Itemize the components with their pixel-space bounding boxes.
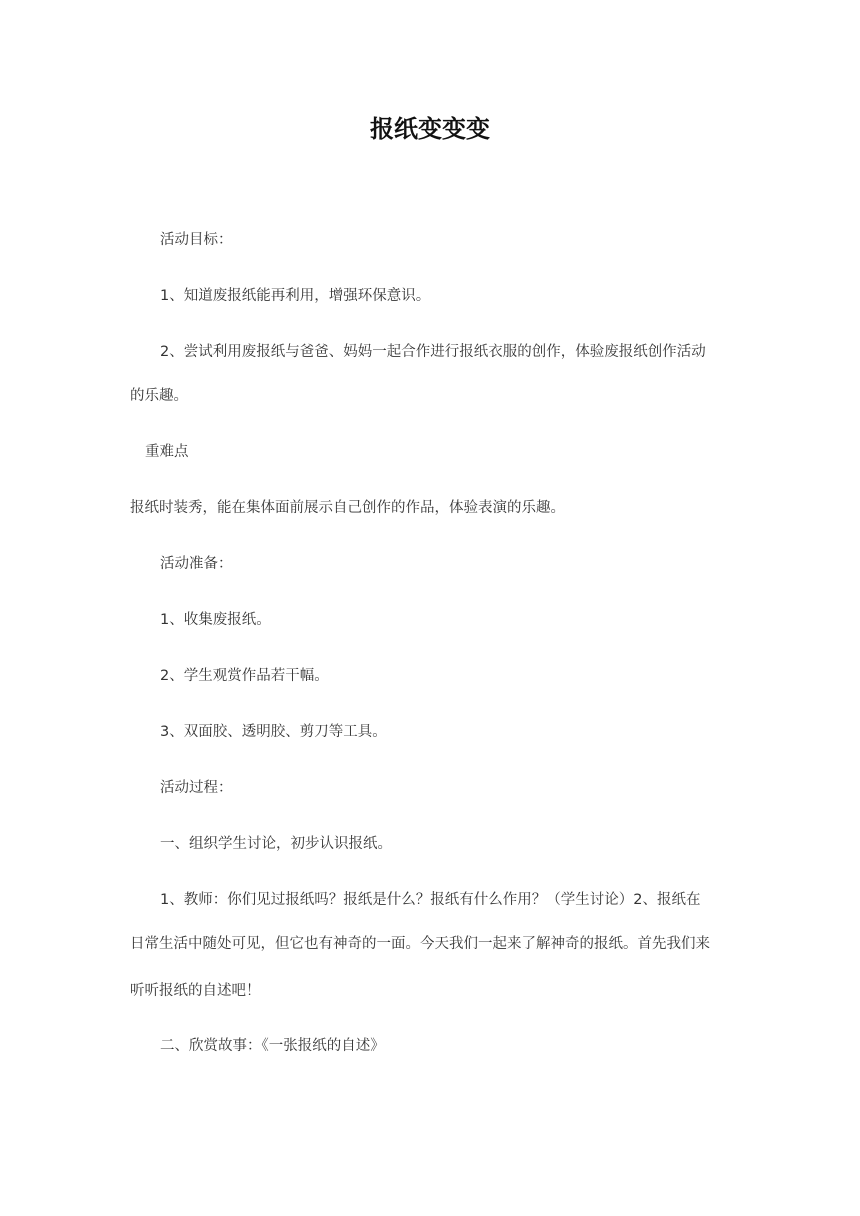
paragraph-goal-2-line-1: 2、尝试利用废报纸与爸爸、妈妈一起合作进行报纸衣服的创作，体验废报纸创作活动 [160, 344, 706, 360]
paragraph-goal-1: 1、知道废报纸能再利用，增强环保意识。 [160, 288, 431, 304]
document-title: 报纸变变变 [370, 115, 490, 143]
paragraph-process-step-2: 二、欣赏故事：《一张报纸的自述》 [160, 1038, 385, 1054]
paragraph-preparation-2: 2、学生观赏作品若干幅。 [160, 668, 329, 684]
paragraph-preparation-3: 3、双面胶、透明胶、剪刀等工具。 [160, 724, 387, 740]
paragraph-teacher-line-1: 1、教师：你们见过报纸吗？报纸是什么？报纸有什么作用？（学生讨论）2、报纸在 [160, 892, 701, 908]
paragraph-preparation-1: 1、收集废报纸。 [160, 612, 271, 628]
paragraph-process-step-1: 一、组织学生讨论，初步认识报纸。 [160, 836, 392, 852]
paragraph-key-difficulty-heading: 重难点 [145, 444, 189, 460]
paragraph-goal-2-line-2: 的乐趣。 [130, 388, 188, 404]
paragraph-preparation-heading: 活动准备： [160, 556, 233, 572]
paragraph-teacher-line-3: 听听报纸的自述吧！ [130, 983, 261, 999]
paragraph-activity-goals-heading: 活动目标： [160, 232, 233, 248]
paragraph-teacher-line-2: 日常生活中随处可见，但它也有神奇的一面。今天我们一起来了解神奇的报纸。首先我们来 [130, 936, 710, 952]
paragraph-key-difficulty: 报纸时装秀，能在集体面前展示自己创作的作品，体验表演的乐趣。 [130, 500, 565, 516]
paragraph-process-heading: 活动过程： [160, 780, 233, 796]
